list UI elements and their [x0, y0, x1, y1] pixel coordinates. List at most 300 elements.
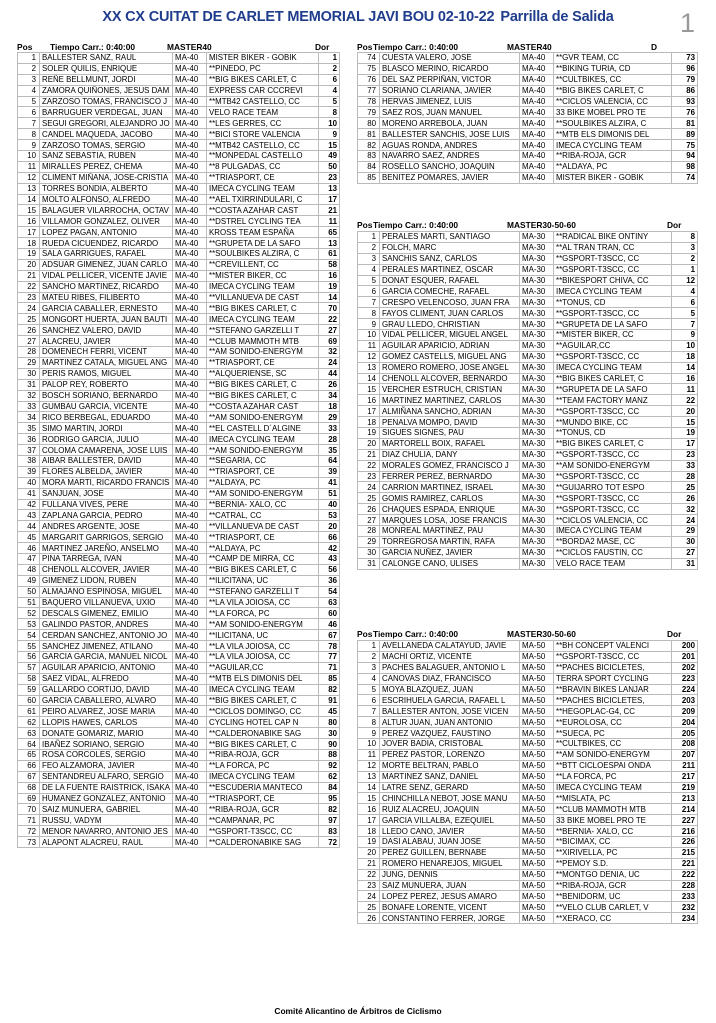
rider-position: 70: [18, 804, 40, 815]
rider-position: 23: [358, 471, 380, 482]
bib-number: 221: [672, 858, 698, 869]
rider-position: 41: [18, 488, 40, 499]
table-row: [18, 238, 340, 249]
team-name: **AM SONIDO-ENERGYM: [207, 445, 319, 456]
race-time: Tiempo Carr.: 0:40:00: [373, 42, 459, 52]
team-name: **GSPORT-T3SCC, CC: [554, 449, 672, 460]
team-name: **GSPORT-T3SCC, CC: [554, 406, 672, 417]
rider-position: 58: [18, 673, 40, 684]
rider-category: MA-40: [173, 227, 207, 238]
rider-category: MA-40: [520, 53, 554, 64]
results-table-master50: [357, 640, 698, 924]
rider-position: 19: [358, 428, 380, 439]
table-row: [18, 499, 340, 510]
rider-name: SIGUES SIGNES, PAU: [380, 428, 520, 439]
rider-category: MA-40: [520, 118, 554, 129]
rider-category: MA-30: [520, 493, 554, 504]
table-row: [358, 558, 698, 569]
table-row: [358, 242, 698, 253]
team-name: **BIG BIKES CARLET, C: [554, 373, 672, 384]
team-name: **XERACO, CC: [554, 913, 672, 924]
rider-name: SANZ SEBASTIA, RUBEN: [40, 151, 173, 162]
rider-name: GIMENEZ LIDON, RUBEN: [40, 575, 173, 586]
rider-name: MARTINEZ JAREÑO, ANSELMO: [40, 543, 173, 554]
bib-number: 216: [672, 826, 698, 837]
bib-number: 222: [672, 869, 698, 880]
bib-number: 20: [672, 406, 698, 417]
table-row: [358, 536, 698, 547]
rider-category: MA-40: [173, 249, 207, 260]
rider-category: MA-30: [520, 438, 554, 449]
rider-category: MA-50: [520, 782, 554, 793]
bib-number: 26: [319, 379, 340, 390]
rider-name: HUMANEZ GONZALEZ, ANTONIO: [40, 793, 173, 804]
rider-position: 24: [358, 891, 380, 902]
team-name: **GRUPETA DE LA SAFO: [554, 319, 672, 330]
rider-category: MA-40: [173, 510, 207, 521]
rider-category: MA-50: [520, 760, 554, 771]
bib-number: 17: [672, 438, 698, 449]
rider-position: 8: [358, 717, 380, 728]
rider-name: FAYOS CLIMENT, JUAN CARLOS: [380, 308, 520, 319]
rider-position: 84: [358, 161, 380, 172]
team-name: **VELO CLUB CARLET, V: [554, 902, 672, 913]
table-row: [18, 608, 340, 619]
table-row: [358, 428, 698, 439]
bib-number: 31: [672, 558, 698, 569]
table-row: [18, 684, 340, 695]
bib-number: 88: [319, 750, 340, 761]
bib-number: 207: [672, 749, 698, 760]
team-name: **BIG BIKES CARLET, C: [207, 379, 319, 390]
rider-name: SAIZ MUNUERA, GABRIEL: [40, 804, 173, 815]
rider-name: ROMERO ROMERO, JOSE ANGEL: [380, 362, 520, 373]
rider-name: MARTINEZ SANZ, DANIEL: [380, 771, 520, 782]
bib-number: 4: [672, 286, 698, 297]
table-row: [358, 85, 698, 96]
rider-position: 73: [18, 837, 40, 848]
rider-name: VILLAMOR GONZALEZ, OLIVER: [40, 216, 173, 227]
table-row: [18, 543, 340, 554]
rider-category: MA-40: [173, 336, 207, 347]
rider-name: BALAGUER VILARROCHA, OCTAV: [40, 205, 173, 216]
rider-name: ROSA CORCOLES, SERGIO: [40, 750, 173, 761]
team-name: IMECA CYCLING TEAM: [554, 362, 672, 373]
rider-category: MA-50: [520, 673, 554, 684]
rider-name: CARRION MARTINEZ, ISRAEL: [380, 482, 520, 493]
rider-category: MA-30: [520, 515, 554, 526]
table-row: [358, 129, 698, 140]
rider-category: MA-40: [173, 760, 207, 771]
team-name: **BIG BIKES CARLET, C: [207, 390, 319, 401]
rider-position: 16: [358, 804, 380, 815]
table-row: [358, 717, 698, 728]
rider-position: 28: [18, 347, 40, 358]
bib-number: 3: [672, 242, 698, 253]
bib-number: 18: [319, 401, 340, 412]
table-row: [18, 575, 340, 586]
bib-number: 89: [672, 129, 698, 140]
team-name: TERRA SPORT CYCLING: [554, 673, 672, 684]
rider-name: SANCHO MARTINEZ, RICARDO: [40, 281, 173, 292]
rider-category: MA-40: [173, 641, 207, 652]
team-name: **ALQUERIENSE, SC: [207, 368, 319, 379]
rider-position: 52: [18, 608, 40, 619]
team-name: **BERNIA- XALO, CC: [207, 499, 319, 510]
table-row: [18, 651, 340, 662]
rider-position: 2: [358, 651, 380, 662]
rider-name: AGUILAR APARICIO, ADRIAN: [380, 340, 520, 351]
team-name: **MTB42 CASTELLO, CC: [207, 96, 319, 107]
rider-category: MA-40: [173, 564, 207, 575]
rider-category: MA-40: [173, 619, 207, 630]
rider-position: 78: [358, 96, 380, 107]
bib-number: 201: [672, 651, 698, 662]
rider-name: SANJUAN, JOSE: [40, 488, 173, 499]
rider-position: 14: [358, 373, 380, 384]
section-header: [357, 629, 697, 640]
team-name: **BIKING TURIA, CD: [554, 63, 672, 74]
bib-number: 9: [319, 129, 340, 140]
rider-position: 40: [18, 477, 40, 488]
rider-category: MA-40: [173, 455, 207, 466]
table-row: [18, 194, 340, 205]
rider-name: RICO BERBEGAL, EDUARDO: [40, 412, 173, 423]
rider-position: 15: [18, 205, 40, 216]
table-row: [358, 651, 698, 662]
bib-number: 81: [672, 118, 698, 129]
rider-category: MA-30: [520, 373, 554, 384]
bib-number: 71: [319, 662, 340, 673]
bib-number: 33: [319, 423, 340, 434]
rider-name: GALINDO PASTOR, ANDRES: [40, 619, 173, 630]
rider-name: SANCHIS SANZ, CARLOS: [380, 253, 520, 264]
bib-number: 25: [672, 482, 698, 493]
rider-position: 65: [18, 750, 40, 761]
rider-category: MA-40: [173, 739, 207, 750]
team-name: **CICLOS FAUSTIN, CC: [554, 547, 672, 558]
rider-name: RUIZ ALACREU, JOAQUIN: [380, 804, 520, 815]
team-name: **TRIASPORT, CE: [207, 357, 319, 368]
bib-number: 41: [319, 477, 340, 488]
table-row: [18, 368, 340, 379]
team-name: **BIG BIKES CARLET, C: [554, 438, 672, 449]
rider-category: MA-30: [520, 275, 554, 286]
team-name: **RIBA-ROJA, GCR: [207, 804, 319, 815]
rider-category: MA-40: [173, 325, 207, 336]
team-name: MISTER BIKER - GOBIK: [207, 53, 319, 64]
rider-position: 17: [358, 406, 380, 417]
table-row: [18, 270, 340, 281]
bib-number: 94: [672, 151, 698, 162]
rider-position: 5: [358, 684, 380, 695]
rider-category: MA-40: [173, 63, 207, 74]
rider-category: MA-40: [173, 750, 207, 761]
team-name: **COSTA AZAHAR CAST: [207, 205, 319, 216]
rider-position: 8: [18, 129, 40, 140]
team-name: **ALDAYA, PC: [207, 477, 319, 488]
table-row: [18, 281, 340, 292]
rider-name: PERALES MARTI, SANTIAGO: [380, 232, 520, 243]
bib-number: 65: [319, 227, 340, 238]
team-name: CYCLING HOTEL CAP N: [207, 717, 319, 728]
table-row: [18, 401, 340, 412]
bib-number: 75: [672, 140, 698, 151]
team-name: IMECA CYCLING TEAM: [207, 684, 319, 695]
rider-category: MA-50: [520, 902, 554, 913]
bib-number: 96: [672, 63, 698, 74]
rider-position: 53: [18, 619, 40, 630]
table-row: [18, 521, 340, 532]
rider-position: 9: [18, 140, 40, 151]
rider-position: 28: [358, 526, 380, 537]
team-name: **STEFANO GARZELLI T: [207, 325, 319, 336]
table-row: [18, 641, 340, 652]
bib-number: 10: [319, 118, 340, 129]
rider-name: PEIRO ALVAREZ, JOSE MARIA: [40, 706, 173, 717]
rider-name: DASI ALABAU, JUAN JOSE: [380, 837, 520, 848]
rider-name: MARTINEZ MARTINEZ, CARLOS: [380, 395, 520, 406]
rider-name: GRAU LLEDO, CHRISTIAN: [380, 319, 520, 330]
rider-category: MA-40: [173, 782, 207, 793]
rider-position: 1: [358, 232, 380, 243]
rider-category: MA-50: [520, 739, 554, 750]
bib-number: 32: [672, 504, 698, 515]
bib-number: 14: [672, 362, 698, 373]
rider-position: 33: [18, 401, 40, 412]
bib-number: 24: [319, 357, 340, 368]
rider-position: 4: [18, 85, 40, 96]
rider-position: 62: [18, 717, 40, 728]
rider-position: 9: [358, 319, 380, 330]
rider-name: CANDEL MAQUEDA, JACOBO: [40, 129, 173, 140]
rider-name: RUEDA CICUENDEZ, RICARDO: [40, 238, 173, 249]
team-name: **GVR TEAM, CC: [554, 53, 672, 64]
rider-position: 79: [358, 107, 380, 118]
team-name: 33 BIKE MOBEL PRO TE: [554, 107, 672, 118]
category-name: MASTER40: [167, 42, 212, 52]
bib-number: 54: [319, 586, 340, 597]
table-row: [18, 717, 340, 728]
rider-position: 23: [18, 292, 40, 303]
rider-position: 57: [18, 662, 40, 673]
rider-category: MA-30: [520, 482, 554, 493]
rider-category: MA-40: [173, 183, 207, 194]
rider-category: MA-30: [520, 384, 554, 395]
rider-name: AVELLANEDA CALATAYUD, JAVIE: [380, 641, 520, 652]
rider-position: 44: [18, 521, 40, 532]
table-row: [18, 532, 340, 543]
bib-number: 78: [319, 641, 340, 652]
rider-position: 54: [18, 630, 40, 641]
table-row: [358, 140, 698, 151]
bib-number: 1: [672, 264, 698, 275]
bib-number: 61: [319, 249, 340, 260]
rider-position: 14: [358, 782, 380, 793]
bib-number: 46: [319, 619, 340, 630]
bib-number: 32: [319, 347, 340, 358]
rider-position: 30: [358, 547, 380, 558]
rider-category: MA-40: [173, 259, 207, 270]
bib-number: 45: [319, 706, 340, 717]
table-row: [358, 286, 698, 297]
rider-name: GARCIA GARCIA, MANUEL NICOL: [40, 651, 173, 662]
rider-category: MA-50: [520, 793, 554, 804]
rider-name: ALAPONT ALACREU, RAUL: [40, 837, 173, 848]
rider-name: ALMAJANO ESPINOSA, MIGUEL: [40, 586, 173, 597]
rider-position: 50: [18, 586, 40, 597]
rider-name: ADSUAR GIMENEZ, JUAN CARLO: [40, 259, 173, 270]
bib-number: 34: [319, 390, 340, 401]
team-name: **TRIASPORT, CE: [207, 793, 319, 804]
rider-category: MA-40: [520, 96, 554, 107]
table-row: [18, 53, 340, 64]
rider-category: MA-40: [173, 499, 207, 510]
table-row: [18, 390, 340, 401]
rider-name: PACHES BALAGUER, ANTONIO L: [380, 662, 520, 673]
rider-name: GARCIA VILLALBA, EZEQUIEL: [380, 815, 520, 826]
team-name: **SOULBIKES ALZIRA, C: [554, 118, 672, 129]
rider-name: ESCRIHUELA GARCIA, RAFAEL L: [380, 695, 520, 706]
table-row: [18, 412, 340, 423]
rider-position: 66: [18, 760, 40, 771]
team-name: IMECA CYCLING TEAM: [554, 526, 672, 537]
table-row: [358, 684, 698, 695]
rider-position: 38: [18, 455, 40, 466]
rider-category: MA-40: [173, 804, 207, 815]
table-row: [358, 891, 698, 902]
rider-name: CONSTANTINO FERRER, JORGE: [380, 913, 520, 924]
table-row: [18, 336, 340, 347]
race-time: Tiempo Carr.: 0:40:00: [50, 42, 136, 52]
team-name: **TONUS, CD: [554, 428, 672, 439]
table-row: [358, 695, 698, 706]
team-name: **SUECA, PC: [554, 728, 672, 739]
table-row: [358, 232, 698, 243]
bib-number: 1: [319, 53, 340, 64]
rider-category: MA-40: [173, 423, 207, 434]
rider-name: CHINCHILLA NEBOT, JOSE MANU: [380, 793, 520, 804]
table-row: [18, 96, 340, 107]
rider-category: MA-40: [173, 586, 207, 597]
rider-category: MA-40: [173, 303, 207, 314]
rider-category: MA-40: [173, 575, 207, 586]
rider-name: GOMEZ CASTELLS, MIGUEL ANG: [380, 351, 520, 362]
bib-number: 7: [672, 319, 698, 330]
table-row: [358, 373, 698, 384]
rider-position: 55: [18, 641, 40, 652]
table-row: [358, 264, 698, 275]
rider-position: 61: [18, 706, 40, 717]
rider-category: MA-40: [173, 630, 207, 641]
table-row: [18, 379, 340, 390]
team-name: **AM SONIDO-ENERGYM: [207, 412, 319, 423]
team-name: **TRIASPORT, CE: [207, 466, 319, 477]
rider-position: 35: [18, 423, 40, 434]
bib-number: 27: [672, 547, 698, 558]
table-row: [358, 118, 698, 129]
col-dor: Dor: [667, 629, 682, 639]
document-subtitle: Parrilla de Salida: [500, 9, 614, 25]
rider-name: VIDAL PELLICER, VICENTE JAVIE: [40, 270, 173, 281]
rider-name: GARCIA COMECHE, RAFAEL: [380, 286, 520, 297]
team-name: **CLUB MAMMOTH MTB: [207, 336, 319, 347]
rider-position: 5: [358, 275, 380, 286]
table-row: [358, 858, 698, 869]
bib-number: 11: [672, 384, 698, 395]
rider-position: 13: [18, 183, 40, 194]
rider-position: 10: [18, 151, 40, 162]
rider-name: PEREZ PASTOR, LORENZO: [380, 749, 520, 760]
team-name: **BIG BIKES CARLET, C: [554, 85, 672, 96]
event-title: XX CX CUITAT DE CARLET MEMORIAL JAVI BOU 02-10-22: [102, 9, 495, 25]
team-name: **PINEDO, PC: [207, 63, 319, 74]
col-pos: Pos: [357, 629, 373, 639]
team-name: **8 PULGADAS, CC: [207, 161, 319, 172]
table-row: [358, 340, 698, 351]
table-row: [358, 362, 698, 373]
rider-category: MA-30: [520, 308, 554, 319]
bib-number: 213: [672, 793, 698, 804]
rider-name: BARRUGUER VERDEGAL, JUAN: [40, 107, 173, 118]
rider-name: PINA TARREGA, IVAN: [40, 553, 173, 564]
bib-number: 79: [672, 74, 698, 85]
team-name: **LA VILA JOIOSA, CC: [207, 597, 319, 608]
bib-number: 9: [672, 330, 698, 341]
table-row: [358, 793, 698, 804]
team-name: **AM SONIDO-ENERGYM: [207, 619, 319, 630]
team-name: **AEL TXIRRINDULARI, C: [207, 194, 319, 205]
rider-name: VERCHER ESTRUCH, CRISTIAN: [380, 384, 520, 395]
rider-position: 67: [18, 771, 40, 782]
rider-name: ZARZOSO TOMAS, FRANCISCO J: [40, 96, 173, 107]
team-name: **GSPORT-T3SCC, CC: [554, 651, 672, 662]
bib-number: 69: [319, 336, 340, 347]
table-row: [358, 547, 698, 558]
table-row: [358, 880, 698, 891]
rider-position: 85: [358, 172, 380, 183]
table-row: [18, 434, 340, 445]
team-name: IMECA CYCLING TEAM: [554, 782, 672, 793]
table-row: [358, 815, 698, 826]
rider-name: LOPEZ PEREZ, JESUS AMARO: [380, 891, 520, 902]
rider-category: MA-50: [520, 695, 554, 706]
rider-category: MA-40: [173, 281, 207, 292]
rider-position: 59: [18, 684, 40, 695]
rider-position: 7: [358, 297, 380, 308]
rider-position: 7: [18, 118, 40, 129]
team-name: **BTT CICLOESPAI ONDA: [554, 760, 672, 771]
team-name: **AM SONIDO-ENERGYM: [554, 460, 672, 471]
bib-number: 73: [672, 53, 698, 64]
team-name: VELO RACE TEAM: [207, 107, 319, 118]
results-table-master40-b: [357, 52, 698, 184]
table-row: [358, 297, 698, 308]
team-name: **BERNIA- XALO, CC: [554, 826, 672, 837]
table-row: [18, 455, 340, 466]
team-name: **ILICITANA, UC: [207, 575, 319, 586]
rider-position: 4: [358, 673, 380, 684]
table-row: [358, 739, 698, 750]
rider-name: FEO ALZAMORA, JAVIER: [40, 760, 173, 771]
bib-number: 27: [319, 325, 340, 336]
rider-position: 37: [18, 445, 40, 456]
rider-category: MA-50: [520, 641, 554, 652]
team-name: **CICLOS DOMINGO, CC: [207, 706, 319, 717]
bib-number: 28: [672, 471, 698, 482]
table-row: [18, 771, 340, 782]
table-row: [358, 782, 698, 793]
